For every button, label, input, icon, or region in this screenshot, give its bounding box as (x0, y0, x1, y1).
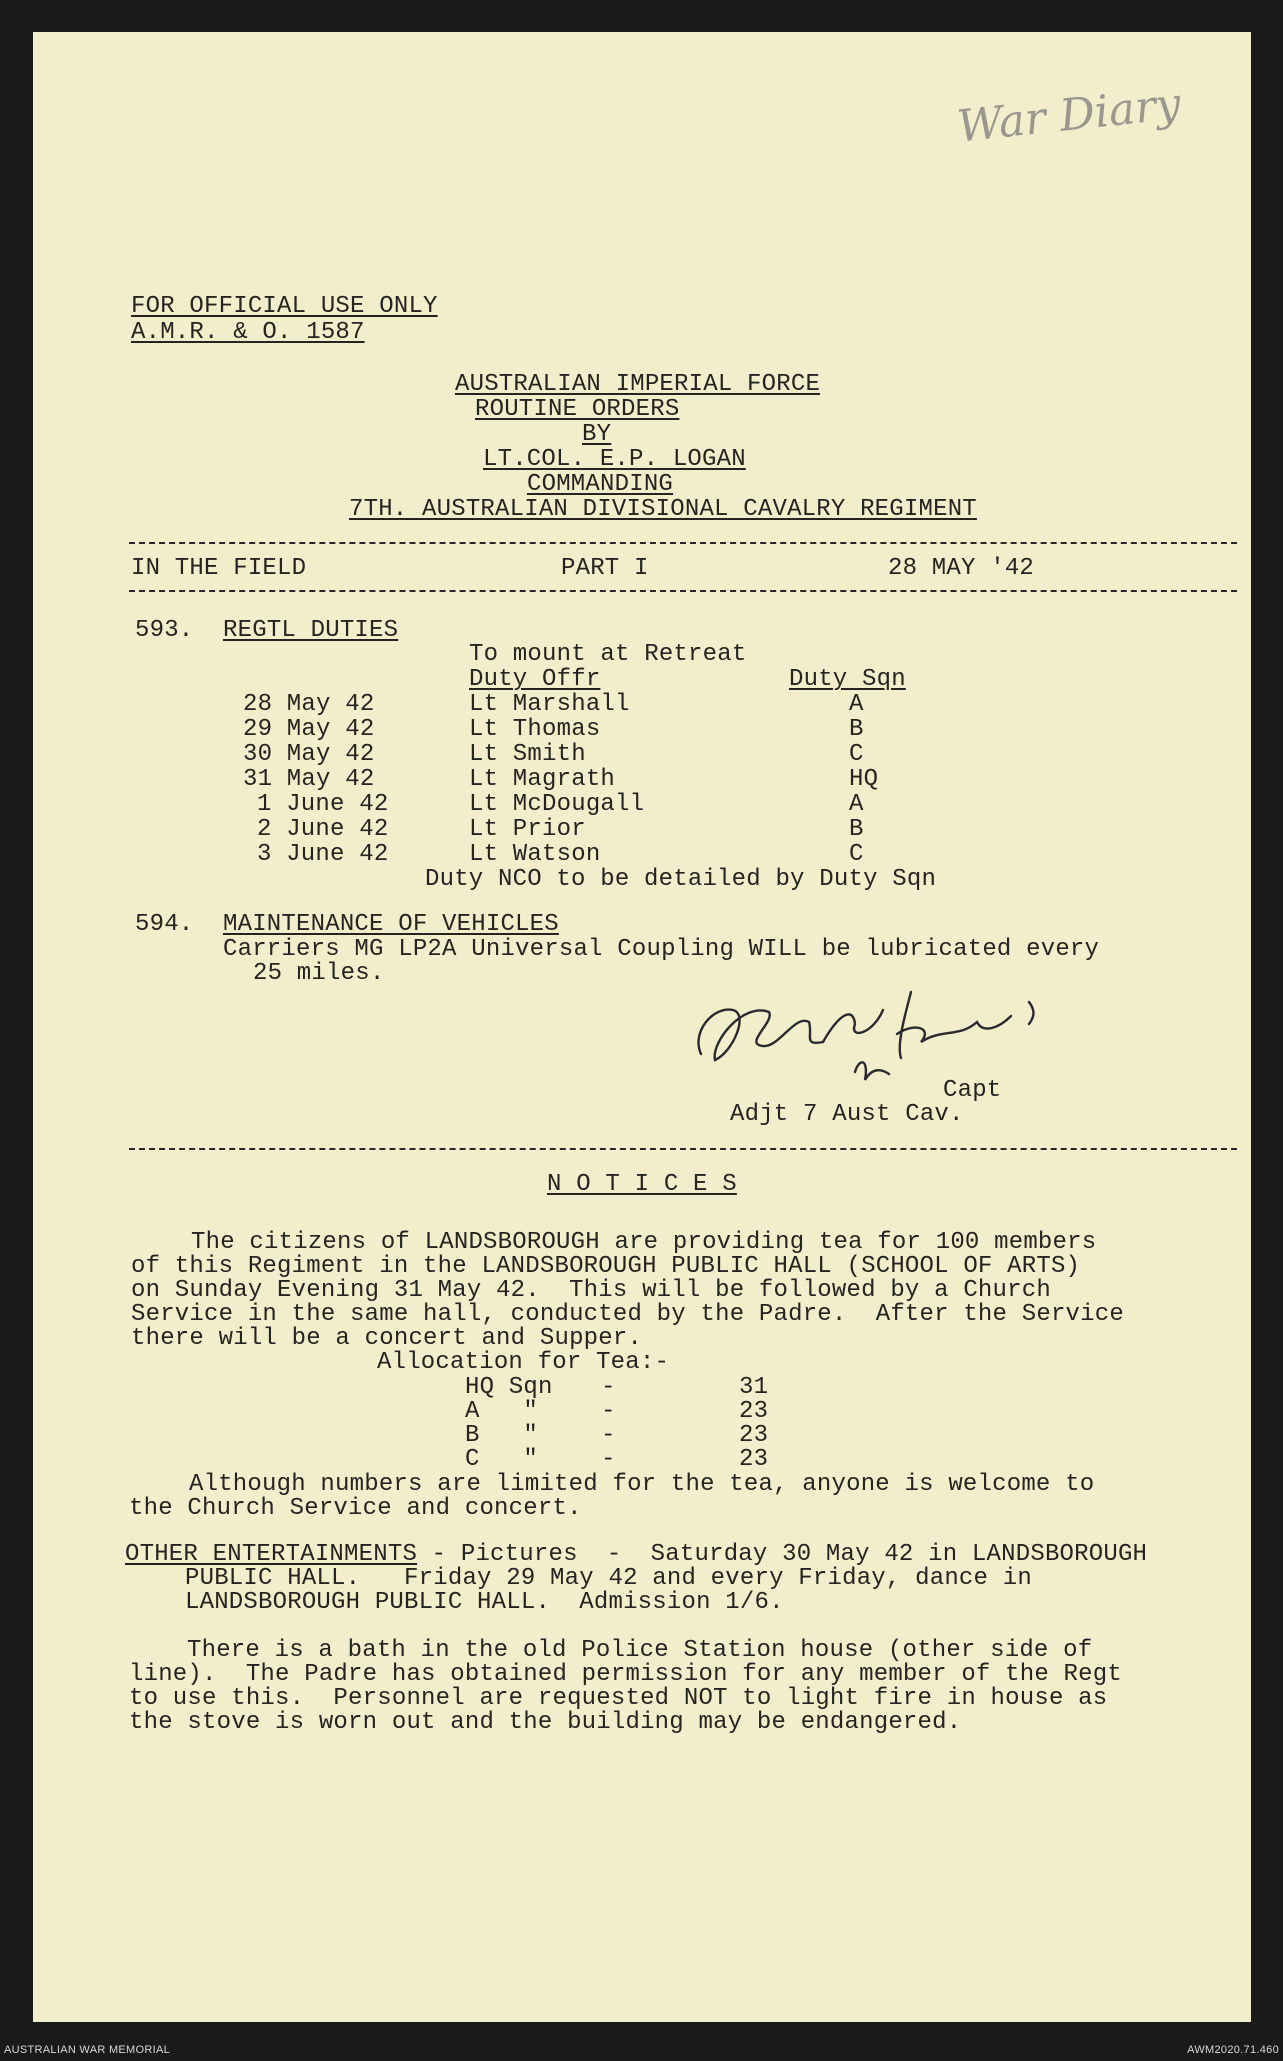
order-date: 28 MAY '42 (888, 555, 1035, 582)
roster-date: 31 May 42 (243, 766, 375, 793)
classification-label: FOR OFFICIAL USE ONLY (131, 293, 438, 320)
roster-date: 30 May 42 (243, 741, 375, 768)
footer-credit: AUSTRALIAN WAR MEMORIAL (4, 2044, 171, 2056)
allocation-dash: - (601, 1374, 616, 1401)
title-line-commanding: COMMANDING (527, 471, 674, 498)
entertainments-heading: OTHER ENTERTAINMENTS (125, 1541, 418, 1568)
roster-officer: Lt Thomas (469, 716, 601, 743)
allocation-dash: - (601, 1446, 616, 1473)
allocation-sqn: C " (465, 1446, 539, 1473)
roster-sqn: C (849, 841, 864, 868)
title-line-by: BY (582, 421, 612, 448)
title-line-orders: ROUTINE ORDERS (475, 396, 680, 423)
roster-sqn: B (849, 716, 864, 743)
paragraph-line: line). The Padre has obtained permission for any member of the Regt (129, 1661, 1122, 1688)
allocation-count: 23 (739, 1398, 769, 1425)
roster-officer: Lt Marshall (469, 691, 630, 718)
duty-nco-note: Duty NCO to be detailed by Duty Sqn (425, 866, 937, 893)
item-594-line-1: Carriers MG LP2A Universal Coupling WILL be lubricated every (223, 936, 1100, 963)
roster-sqn: HQ (849, 766, 879, 793)
roster-sqn: B (849, 816, 864, 843)
document-page (33, 32, 1251, 2022)
item-594-line-2: 25 miles. (253, 960, 385, 987)
paragraph-line: There is a bath in the old Police Station house (other side of (187, 1637, 1093, 1664)
part-label: PART I (561, 555, 649, 582)
allocation-sqn: B " (465, 1422, 539, 1449)
paragraph-line: Although numbers are limited for the tea, anyone is welcome to (189, 1471, 1095, 1498)
info-bar-bottom-rule (129, 590, 1237, 592)
roster-officer: Lt Smith (469, 741, 586, 768)
paragraph-line: there will be a concert and Supper. (131, 1325, 643, 1352)
roster-date: 28 May 42 (243, 691, 375, 718)
paragraph-line: to use this. Personnel are requested NOT to light fire in house as (129, 1685, 1108, 1712)
title-line-regiment: 7TH. AUSTRALIAN DIVISIONAL CAVALRY REGIMENT (349, 496, 977, 523)
signoff-rank: Capt (943, 1077, 1002, 1104)
title-line-force: AUSTRALIAN IMPERIAL FORCE (455, 371, 821, 398)
roster-officer: Lt Magrath (469, 766, 616, 793)
allocation-count: 23 (739, 1422, 769, 1449)
section-divider (129, 1148, 1237, 1150)
roster-sqn: A (849, 791, 864, 818)
roster-officer: Lt Prior (469, 816, 586, 843)
allocation-sqn: A " (465, 1398, 539, 1425)
allocation-dash: - (601, 1422, 616, 1449)
roster-date: 2 June 42 (257, 816, 389, 843)
item-594-number: 594. (135, 911, 194, 938)
paragraph-line: The citizens of LANDSBOROUGH are providing tea for 100 members (191, 1229, 1097, 1256)
allocation-heading: Allocation for Tea:- (377, 1349, 670, 1376)
reference-label: A.M.R. & O. 1587 (131, 319, 365, 346)
entertainments-pictures: - Pictures - Saturday 30 May 42 in LANDSBOROUGH (417, 1541, 1148, 1568)
item-593-heading: REGTL DUTIES (223, 617, 399, 644)
allocation-dash: - (601, 1398, 616, 1425)
item-593-number: 593. (135, 617, 194, 644)
location-label: IN THE FIELD (131, 555, 307, 582)
roster-sqn: A (849, 691, 864, 718)
roster-date: 29 May 42 (243, 716, 375, 743)
roster-officer: Lt McDougall (469, 791, 645, 818)
paragraph-line: of this Regiment in the LANDSBOROUGH PUBLIC HALL (SCHOOL OF ARTS) (131, 1253, 1081, 1280)
roster-officer: Lt Watson (469, 841, 601, 868)
roster-sqn: C (849, 741, 864, 768)
notices-title: N O T I C E S (547, 1171, 737, 1198)
allocation-sqn: HQ Sqn (465, 1374, 553, 1401)
roster-date: 3 June 42 (257, 841, 389, 868)
paragraph-line: the stove is worn out and the building may be endangered. (129, 1709, 962, 1736)
roster-date: 1 June 42 (257, 791, 389, 818)
entertainments-line-3: LANDSBOROUGH PUBLIC HALL. Admission 1/6. (185, 1589, 784, 1616)
paragraph-line: on Sunday Evening 31 May 42. This will be followed by a Church (131, 1277, 1051, 1304)
signoff-appointment: Adjt 7 Aust Cav. (730, 1101, 964, 1128)
duty-officer-header: Duty Offr (469, 666, 601, 693)
allocation-count: 31 (739, 1374, 769, 1401)
info-bar-top-rule (129, 542, 1237, 544)
title-line-commander: LT.COL. E.P. LOGAN (483, 446, 746, 473)
footer-accession: AWM2020.71.460 (1187, 2044, 1279, 2056)
paragraph-line: Service in the same hall, conducted by the Padre. After the Service (131, 1301, 1124, 1328)
item-594-heading: MAINTENANCE OF VEHICLES (223, 911, 559, 938)
entertainments-line-2: PUBLIC HALL. Friday 29 May 42 and every Friday, dance in (185, 1565, 1032, 1592)
paragraph-line: the Church Service and concert. (129, 1495, 582, 1522)
duty-intro: To mount at Retreat (469, 641, 747, 668)
duty-sqn-header: Duty Sqn (789, 666, 906, 693)
signature (683, 962, 1103, 1102)
allocation-count: 23 (739, 1446, 769, 1473)
handwritten-annotation: War Diary (954, 78, 1184, 153)
